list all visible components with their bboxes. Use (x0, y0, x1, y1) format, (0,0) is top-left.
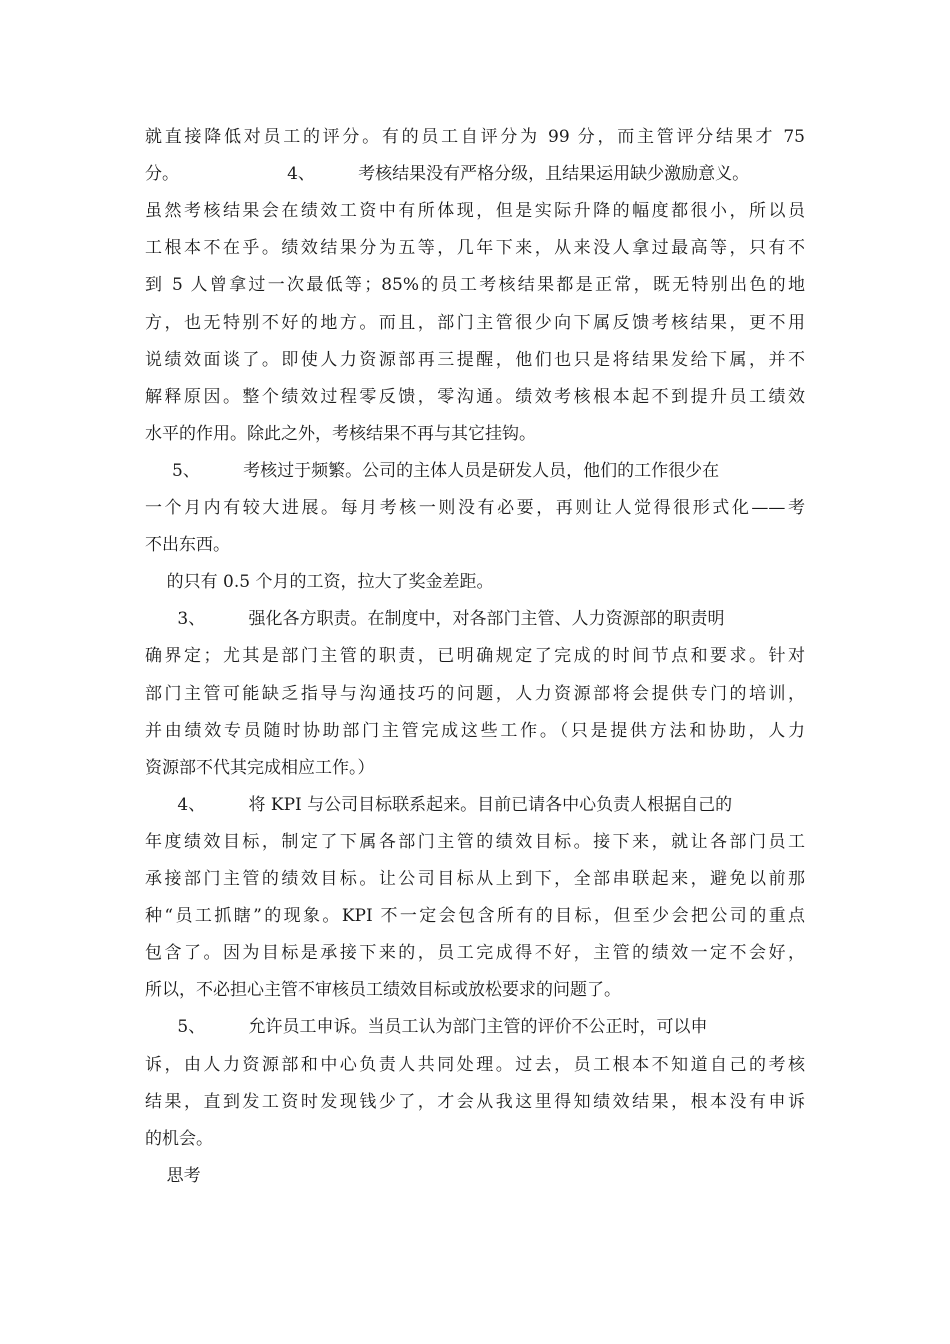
text-line: 5、 允许员工申诉。当员工认为部门主管的评价不公正时，可以申 (145, 1017, 708, 1037)
text-line: 种“员工抓瞎”的现象。KPI 不一定会包含所有的目标，但至少会把公司的重点 (145, 906, 805, 926)
text-line: 部门主管可能缺乏指导与沟通技巧的问题，人力资源部将会提供专门的培训， (145, 684, 805, 704)
text-line: 不出东西。 (145, 535, 230, 555)
text-line: 到 5 人曾拿过一次最低等；85%的员工考核结果都是正常，既无特别出色的地 (145, 275, 805, 295)
text-line: 包含了。因为目标是承接下来的，员工完成得不好，主管的绩效一定不会好， (145, 943, 805, 963)
text-line: 年度绩效目标，制定了下属各部门主管的绩效目标。接下来，就让各部门员工 (145, 832, 805, 852)
text-line: 诉，由人力资源部和中心负责人共同处理。过去，员工根本不知道自己的考核 (145, 1055, 805, 1075)
text-line: 解释原因。整个绩效过程零反馈，零沟通。绩效考核根本起不到提升员工绩效 (145, 387, 805, 407)
text-line: 水平的作用。除此之外，考核结果不再与其它挂钩。 (145, 424, 536, 444)
text-line: 工根本不在乎。绩效结果分为五等，几年下来，从来没人拿过最高等，只有不 (145, 238, 805, 258)
text-line: 就直接降低对员工的评分。有的员工自评分为 99 分，而主管评分结果才 75 (145, 127, 805, 147)
text-line: 思考 (145, 1166, 201, 1186)
text-line: 资源部不代其完成相应工作。） (145, 758, 375, 778)
text-line: 所以，不必担心主管不审核员工绩效目标或放松要求的问题了。 (145, 980, 621, 1000)
text-line: 3、 强化各方职责。在制度中，对各部门主管、人力资源部的职责明 (145, 609, 725, 629)
text-line: 确界定；尤其是部门主管的职责，已明确规定了完成的时间节点和要求。针对 (145, 646, 805, 666)
text-line: 方，也无特别不好的地方。而且，部门主管很少向下属反馈考核结果，更不用 (145, 313, 805, 333)
text-line: 4、 将 KPI 与公司目标联系起来。目前已请各中心负责人根据自己的 (145, 795, 733, 815)
text-line: 说绩效面谈了。即使人力资源部再三提醒，他们也只是将结果发给下属，并不 (145, 350, 805, 370)
text-line: 的只有 0.5 个月的工资，拉大了奖金差距。 (145, 572, 494, 592)
text-line: 5、 考核过于频繁。公司的主体人员是研发人员，他们的工作很少在 (145, 461, 720, 481)
text-line: 并由绩效专员随时协助部门主管完成这些工作。（只是提供方法和协助，人力 (145, 721, 805, 741)
text-line: 分。 4、 考核结果没有严格分级，且结果运用缺少激励意义。 (145, 164, 750, 184)
text-line: 虽然考核结果会在绩效工资中有所体现，但是实际升降的幅度都很小，所以员 (145, 201, 805, 221)
text-line: 的机会。 (145, 1129, 213, 1149)
text-line: 承接部门主管的绩效目标。让公司目标从上到下，全部串联起来，避免以前那 (145, 869, 805, 889)
text-line: 结果，直到发工资时发现钱少了，才会从我这里得知绩效结果，根本没有申诉 (145, 1092, 805, 1112)
text-line: 一个月内有较大进展。每月考核一则没有必要，再则让人觉得很形式化——考 (145, 498, 805, 518)
